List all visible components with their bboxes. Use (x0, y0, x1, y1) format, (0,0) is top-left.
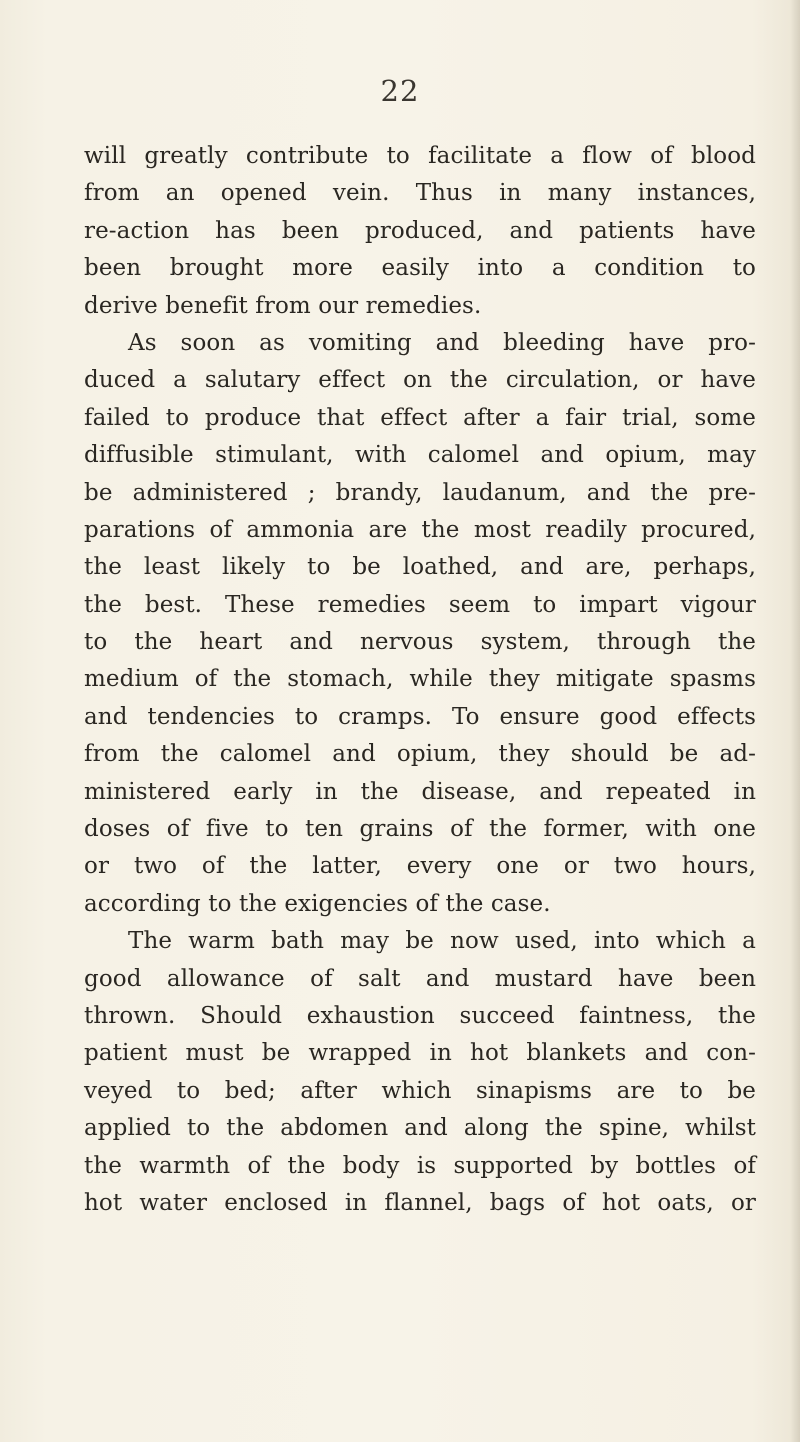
text-line: doses of five to ten grains of the former, with one (84, 816, 756, 843)
text-line: The warm bath may be now used, into which a (128, 928, 756, 955)
paragraph-3 (84, 923, 756, 1222)
text-line: diffusible stimulant, with calomel and opium, may (84, 442, 756, 469)
text-line: ministered early in the disease, and repeated in (84, 778, 756, 805)
text-line: failed to produce that effect after a fair trial, some (84, 404, 756, 431)
text-line: patient must be wrapped in hot blankets and con- (84, 1040, 756, 1067)
text-line: parations of ammonia are the most readily procured, (84, 516, 756, 543)
text-line: been brought more easily into a condition to (84, 255, 756, 282)
text-line: to the heart and nervous system, through the (84, 629, 756, 656)
text-line: be administered ; brandy, laudanum, and the pre- (84, 479, 756, 506)
text-line: or two of the latter, every one or two hours, (84, 853, 756, 880)
page-number: 22 (380, 74, 420, 108)
text-line: applied to the abdomen and along the spine, whilst (84, 1115, 756, 1142)
text-line: the warmth of the body is supported by bottles of (84, 1152, 756, 1179)
paragraph-1 (84, 138, 756, 325)
text-line: from the calomel and opium, they should be ad- (84, 741, 756, 768)
text-line: the least likely to be loathed, and are, perhaps, (84, 554, 756, 581)
text-line: will greatly contribute to facilitate a flow of blood (84, 143, 756, 169)
text-line: medium of the stomach, while they mitigate spasms (84, 666, 756, 693)
text-line: according to the exigencies of the case. (84, 890, 551, 917)
text-line: from an opened vein. Thus in many instances, (84, 180, 756, 207)
body-text (84, 138, 756, 1222)
page-edge-shadow (790, 0, 800, 1442)
text-line: the best. These remedies seem to impart vigour (84, 591, 756, 618)
paragraph-2 (84, 325, 756, 923)
text-line: re-action has been produced, and patients have (84, 217, 756, 244)
text-line: hot water enclosed in flannel, bags of hot oats, or (84, 1189, 756, 1216)
text-line: duced a salutary effect on the circulation, or have (84, 367, 756, 394)
text-line: good allowance of salt and mustard have been (84, 965, 756, 992)
text-line: veyed to bed; after which sinapisms are to be (84, 1077, 756, 1104)
text-line: derive benefit from our remedies. (84, 292, 482, 319)
text-line: thrown. Should exhaustion succeed faintness, the (84, 1002, 756, 1029)
text-line: and tendencies to cramps. To ensure good effects (84, 703, 756, 730)
text-line: As soon as vomiting and bleeding have pro- (128, 329, 756, 356)
